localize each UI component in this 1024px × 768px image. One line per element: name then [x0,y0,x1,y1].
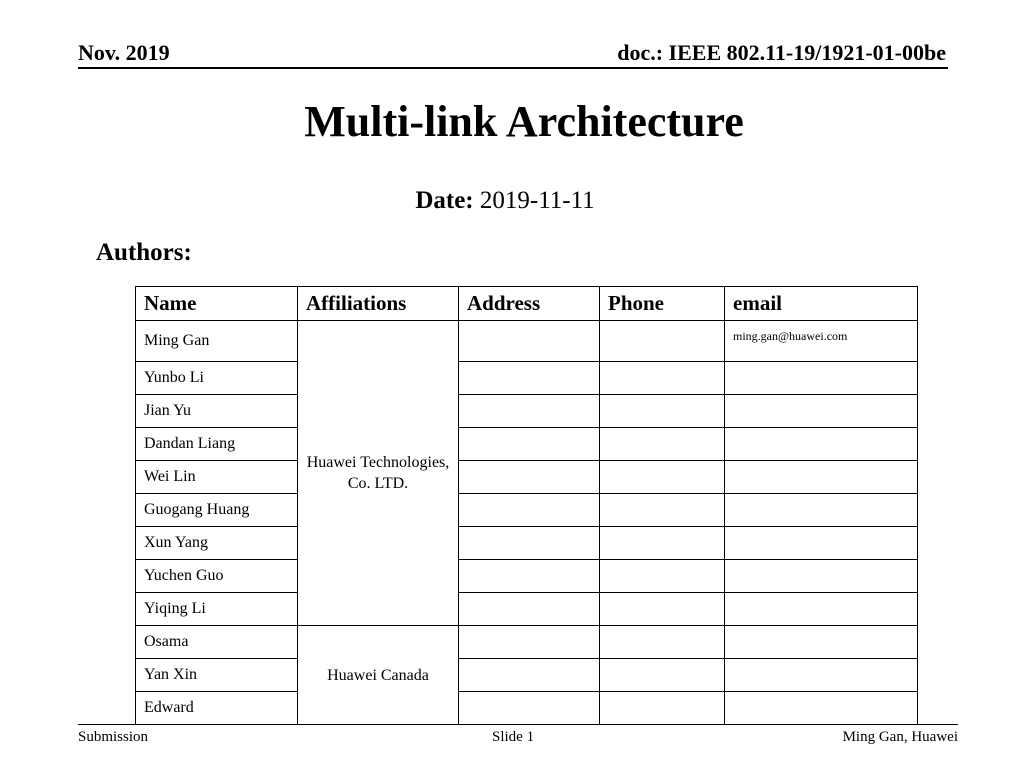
author-address [459,659,600,692]
author-phone [600,626,725,659]
author-email [725,461,918,494]
author-address [459,494,600,527]
author-address [459,461,600,494]
table-row [136,626,918,659]
footer-author: Ming Gan, Huawei [842,729,958,745]
author-phone [600,362,725,395]
author-name: Wei Lin [136,461,298,494]
header-divider [78,67,948,69]
column-header-name: Name [136,287,298,321]
author-email: ming.gan@huawei.com [725,321,918,362]
author-address [459,362,600,395]
column-header-address: Address [459,287,600,321]
authors-label: Authors: [96,239,192,266]
affiliation-huawei-canada: Huawei Canada [298,626,459,725]
author-address [459,321,600,362]
author-address [459,560,600,593]
author-name: Xun Yang [136,527,298,560]
author-email [725,560,918,593]
author-phone [600,527,725,560]
footer-divider [78,724,958,725]
column-header-affiliations: Affiliations [298,287,459,321]
author-email [725,593,918,626]
author-name: Yunbo Li [136,362,298,395]
author-email [725,527,918,560]
table-row [136,428,918,461]
author-phone [600,428,725,461]
author-phone [600,494,725,527]
author-email [725,626,918,659]
author-email [725,428,918,461]
author-name: Guogang Huang [136,494,298,527]
affiliation-huawei-technologies: Huawei Technologies, Co. LTD. [298,321,459,626]
header-doc-id: doc.: IEEE 802.11-19/1921-01-00be [617,40,946,65]
author-address [459,428,600,461]
author-name: Ming Gan [136,321,298,362]
date-label: Date: [415,187,474,214]
author-phone [600,593,725,626]
header-date: Nov. 2019 [78,40,170,65]
author-name: Dandan Liang [136,428,298,461]
table-row [136,527,918,560]
author-phone [600,321,725,362]
author-name: Yiqing Li [136,593,298,626]
author-address [459,395,600,428]
footer-submission: Submission [78,729,149,745]
author-phone [600,692,725,725]
table-row [136,395,918,428]
author-name: Jian Yu [136,395,298,428]
author-address [459,593,600,626]
slide-date [0,187,1010,215]
table-row [136,659,918,692]
table-row [136,692,918,725]
table-row [136,560,918,593]
author-address [459,692,600,725]
date-value: 2019-11-11 [479,187,595,214]
table-row [136,593,918,626]
author-name: Yan Xin [136,659,298,692]
column-header-email: email [725,287,918,321]
author-email [725,659,918,692]
author-address [459,626,600,659]
author-phone [600,395,725,428]
author-email [725,494,918,527]
table-row [136,321,918,362]
author-name: Yuchen Guo [136,560,298,593]
author-phone [600,461,725,494]
author-name: Edward [136,692,298,725]
author-email [725,362,918,395]
author-phone [600,560,725,593]
author-name: Osama [136,626,298,659]
author-address [459,527,600,560]
table-header-row [136,287,918,321]
table-row [136,461,918,494]
footer-slide-number: Slide 1 [492,729,535,745]
table-row [136,494,918,527]
author-email [725,395,918,428]
table-row [136,362,918,395]
column-header-phone: Phone [600,287,725,321]
authors-table [135,286,918,725]
author-phone [600,659,725,692]
slide-title: Multi-link Architecture [304,97,744,146]
author-email [725,692,918,725]
